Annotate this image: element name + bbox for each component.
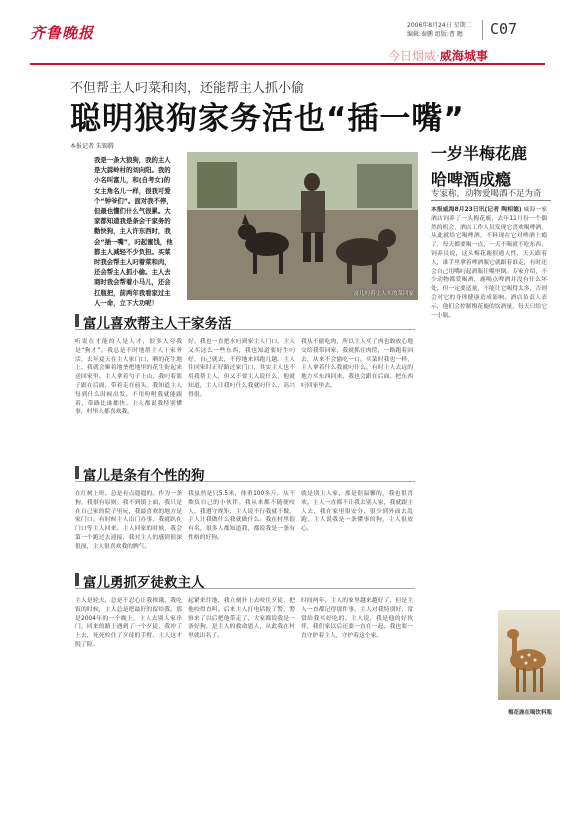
section-heading-text: 富儿勇抓歹徒救主人 <box>83 575 205 591</box>
article-kicker: 不但帮主人叼菜和肉，还能帮主人抓小偷 <box>70 81 305 96</box>
masthead-rule <box>30 63 545 65</box>
article-column: 在红树上班，总是有点遛遛的。作为一条狗，我很有原则。我不到镇上面，我只是在自己家的院子里玩，我最喜欢的地方是家门口。有时候主人出门办事，我就趴在门口等主人回来。主人回家的时候，我会第一个跑过去迎接，我对主人的感情很深很深，主人很喜欢我的脾气。 <box>75 491 182 550</box>
heading-bar <box>75 314 79 327</box>
article-column: 听说在才能的人是人才，很多人夸我是“狗才”。我总是不时地帮主人干家务活，去年夏天在主人家门口，晒的花生地上，我就会顺着地垄把地里的花生衔起来送回家里。主人拿着勺子上山，我叼着篮子跟在后面，带着走在前头。我知道主人每到什么时候出发。不用吩咐我就能跟着，带路比谁都快。主人都说我特别懂事，村里人都喜欢我。 <box>75 339 182 416</box>
dog-photo-illustration <box>187 152 418 300</box>
side-lead: 本报威海8月23日讯(记者 陶相德) <box>431 207 522 213</box>
newspaper-logo: 齐鲁晚报 <box>30 24 95 42</box>
heading-bar <box>75 573 79 586</box>
article-intro: 我是一条大狼狗，我的主人是大蒜岭村的刘向阳。我的小名叫富儿，和(自考女)的女主角名儿一样，很我可爱个“钟爷们”。面对我不停，但最也懂们什么气很累。大家都知道我是条会干家务的勤快狗，主人许东西时，我会“插一嘴”，叼起蜜饯，他都主人减轻不少负担。买菜时我会帮主人叼着菜和肉，还会帮主人抓小偷。主人去商时我会帮着小马儿，还会扛瓶把，前两年我看家过主人一命，立下大功呢！ <box>94 156 173 307</box>
side-headline-line1: 一岁半梅花鹿 <box>431 144 528 163</box>
deer-photo <box>498 610 560 700</box>
section-title <box>388 47 488 64</box>
side-headline-line2: 哈啤酒成瘾 <box>431 170 512 189</box>
section-heading-housework <box>75 311 415 330</box>
article-column: 时间两年，主人的家里越来越好了，但是主人一直都记得那件事，主人对我特别好，常常给我买好吃的。主人说，我是他的好伙伴，我们家以后还要一直在一起，我也要一直守护着主人，守护着这个家。 <box>301 598 413 640</box>
section-prefix: 今日烟威· <box>388 49 440 63</box>
article-column: 我虽然是只5.5米，体重100多斤，从不欺负自己的小伙伴。我从来都不随便咬人，我遵守规矩，主人说不行我就不做，主人让我做什么我就做什么。我在村里很有名，很多人都知道我，都说我是一条有性格的好狗。 <box>188 491 295 541</box>
article-column: 起紧来往地，我立刻扑上去咬住歹徒，把他咬得直叫。后来主人打电话报了警，警察来了以后把他带走了，大家都说我是一条好狗，是主人的救命恩人，从此我在村里就出名了。 <box>188 598 295 640</box>
editor-credits: 编辑:秦鹏 组版:曹 瞻 <box>407 31 463 38</box>
section-heading-text: 富儿是条有个性的狗 <box>83 468 205 484</box>
article-column: 好。我也一直把水叼到家主人门口。主人又买这么一些东西，我也知道要好生叼好，自己就去，不停地来回跑几趟。主人往回家时正好路过家门口，其实主人也不用我帮主人，但又不要主人说什么，他就知道，主人让我叼什么我就叼什么，高兴得很。 <box>188 339 295 398</box>
article-column: 主人是轮夫，总是不忍心让我挨饿，我吃饭的时候，主人总是把最好的留给我。那是2004年的一个晚上，主人去别人家串门，回来的路上遇到了一个歹徒，我冲了上去，死死咬住了歹徒的手臂，主人这才脱了险。 <box>75 598 182 648</box>
side-body-text: 威海一家酒店饲养了一头梅花鹿，去年11月份一个偶然的机会，酒店工作人员发现它喜欢喝啤酒，从此就给它喝啤酒，不料现在它对啤酒上瘾了，每天都要喝一点，一天不喝就不吃东西，饲养员说，这头梅花鹿很通人性，天天跟着人，谁手里拿着啤酒瓶它就跟着谁走，有时还会自己用嘴叼起酒瓶往嘴里倒。专家介绍，不少动物都爱喝酒，鹿喝点啤酒并没有什么坏处，但一定要适量，不能让它喝得太多，否则会对它的身体健康造成影响。酒店负责人表示，他们会控制梅花鹿的饮酒量，每天只给它一小瓶。 <box>431 207 547 319</box>
dog-photo <box>187 152 418 300</box>
heading-bar <box>75 466 79 479</box>
side-headline <box>431 141 551 193</box>
side-article-body <box>431 206 547 591</box>
masthead-divider <box>482 20 483 40</box>
date-info <box>407 21 472 39</box>
deer-photo-caption: 梅花鹿在喝饮料瓶 <box>508 710 553 716</box>
side-rule <box>431 200 551 201</box>
dog-photo-caption: 富儿叼着主人买的菜回家 <box>353 291 414 297</box>
article-column: 就是别主人家，那是很温馨的，我也很喜欢。主人一直都不让我去别人家，我就跟主人去，我在家里很安分，很少到外面去乱跑，主人说我是一条懂事的狗，主人很放心。 <box>301 491 413 533</box>
article-byline: 本报记者 朱锡腾 <box>70 143 114 150</box>
section-heading-personality <box>75 463 415 482</box>
section-heading-rescue <box>75 570 415 589</box>
article-column: 我从不偷吃肉，所以主人买了肉也敢放心地交给我带回家，我就抓住肉筐，一路跑着回去，从来不会偷吃一口。买菜时我也一样，主人拿着什么我就叼什么。有时主人去远的地方买东西回来，我也会跟在后面，把东西叼回家里去。 <box>301 339 413 389</box>
deer-illustration <box>498 610 560 700</box>
section-heading-text: 富儿喜欢帮主人干家务活 <box>83 316 232 332</box>
side-subtitle: 专家称，动物爱喝酒不足为奇 <box>431 189 542 199</box>
page-number: C07 <box>490 20 518 38</box>
article-headline: 聪明狼狗家务活也“插一嘴” <box>70 101 465 137</box>
issue-date: 2006年8月24日 星期二 <box>407 22 472 29</box>
section-name: 威海城事 <box>439 49 488 63</box>
